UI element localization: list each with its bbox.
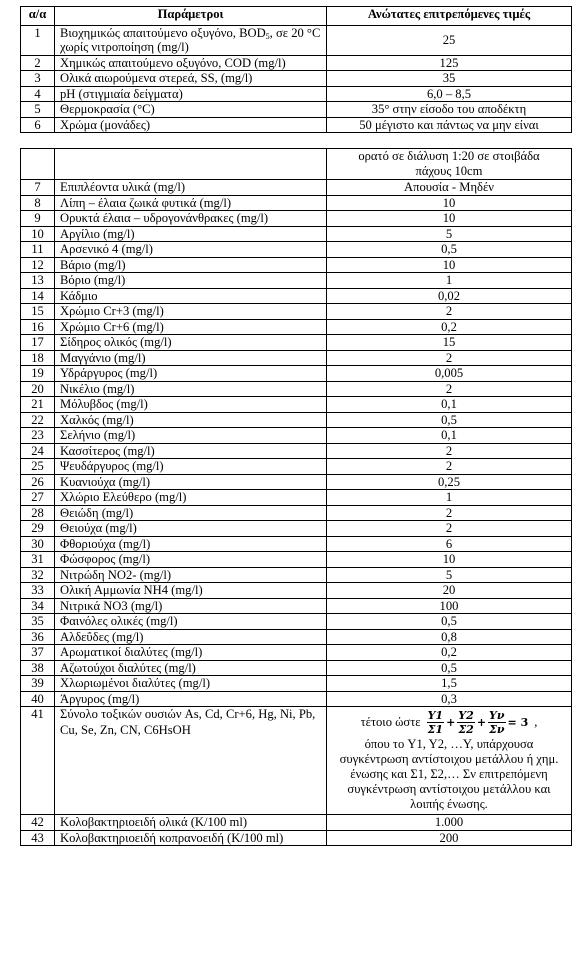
table-row: [21, 614, 572, 630]
row-param: Σελήνιο (mg/l): [55, 428, 327, 444]
row-param: Νιτρώδη NO2- (mg/l): [55, 567, 327, 583]
table-row: [21, 459, 572, 475]
row-value-formula: [327, 707, 572, 815]
row-param: Χρώμα (μονάδες): [55, 117, 327, 132]
row-no: 31: [21, 552, 55, 568]
row-no: 5: [21, 102, 55, 117]
row-no: 39: [21, 676, 55, 692]
row-no: 40: [21, 691, 55, 707]
row-value: 200: [327, 830, 572, 846]
row-value: Απουσία - Μηδέν: [327, 180, 572, 196]
row-value: 2: [327, 304, 572, 320]
table-row: [21, 257, 572, 273]
header-value: Ανώτατες επιτρεπόμενες τιμές: [327, 7, 572, 26]
sum-formula: [427, 709, 529, 736]
formula-prefix: τέτοιο ώστε: [360, 715, 421, 730]
denominator: Σν: [489, 723, 505, 737]
table-row: [21, 629, 572, 645]
row-value: 0,3: [327, 691, 572, 707]
equals-three: = 3: [507, 716, 529, 730]
numerator: Y2: [458, 709, 474, 723]
row-no: 14: [21, 288, 55, 304]
row-param: Σίδηρος ολικός (mg/l): [55, 335, 327, 351]
row-param: Θερμοκρασία (°C): [55, 102, 327, 117]
table-row: [21, 815, 572, 831]
row-value: 2: [327, 350, 572, 366]
row-value: 1,5: [327, 676, 572, 692]
table-row: [21, 428, 572, 444]
row-param: Ολική Αμμωνία NH4 (mg/l): [55, 583, 327, 599]
row-param: Χημικώς απαιτούμενο οξυγόνο, COD (mg/l): [55, 55, 327, 70]
row-no: 8: [21, 195, 55, 211]
row-param: Νιτρικά NO3 (mg/l): [55, 598, 327, 614]
row-value: 10: [327, 257, 572, 273]
param-text: Βιοχημικώς απαιτούμενο οξυγόνο, BOD: [60, 26, 266, 40]
row-param: Ψευδάργυρος (mg/l): [55, 459, 327, 475]
row-param: Θειώδη (mg/l): [55, 505, 327, 521]
row-param: Κολοβακτηριοειδή κοπρανοειδή (K/100 ml): [55, 830, 327, 846]
row-value: 2: [327, 381, 572, 397]
row-param: Μόλυβδος (mg/l): [55, 397, 327, 413]
table-row: [21, 381, 572, 397]
table-row: [21, 71, 572, 86]
row-param: Ορυκτά έλαια – υδρογονάνθρακες (mg/l): [55, 211, 327, 227]
row-value: 6,0 – 8,5: [327, 86, 572, 101]
row-param: Βάριο (mg/l): [55, 257, 327, 273]
table-row: [21, 474, 572, 490]
row-no: 26: [21, 474, 55, 490]
table-row: [21, 660, 572, 676]
row-value: 20: [327, 583, 572, 599]
row-param: Κολοβακτηριοειδή ολικά (K/100 ml): [55, 815, 327, 831]
table-row: [21, 55, 572, 70]
table-row: [21, 676, 572, 692]
row-no: 24: [21, 443, 55, 459]
table-row-41: [21, 707, 572, 815]
row-param: Ολικά αιωρούμενα στερεά, SS, (mg/l): [55, 71, 327, 86]
table-row: [21, 645, 572, 661]
fraction-3: [488, 709, 506, 736]
row-value: 1: [327, 490, 572, 506]
row-param: Φαινόλες ολικές (mg/l): [55, 614, 327, 630]
row-value: 125: [327, 55, 572, 70]
row-no: 35: [21, 614, 55, 630]
row-param: Βόριο (mg/l): [55, 273, 327, 289]
row-value: 5: [327, 226, 572, 242]
table-row: [21, 335, 572, 351]
row-param: Αλδεΰδες (mg/l): [55, 629, 327, 645]
row-value: 2: [327, 521, 572, 537]
row-param: Κάδμιο: [55, 288, 327, 304]
plus-sign: +: [476, 716, 487, 730]
row-no: 32: [21, 567, 55, 583]
row-param: Αρσενικό 4 (mg/l): [55, 242, 327, 258]
row-value: 0,25: [327, 474, 572, 490]
row-value: 15: [327, 335, 572, 351]
table-row: [21, 583, 572, 599]
row-value: 0,1: [327, 428, 572, 444]
row-no: 42: [21, 815, 55, 831]
row-param: Φθοριούχα (mg/l): [55, 536, 327, 552]
row-value: 0,5: [327, 242, 572, 258]
continuation-value: ορατό σε διάλυση 1:20 σε στοιβάδα πάχους 10cm: [327, 149, 572, 180]
row-no: 9: [21, 211, 55, 227]
row-param: Λίπη – έλαια ζωικά φυτικά (mg/l): [55, 195, 327, 211]
row-param: Χλώριο Ελεύθερο (mg/l): [55, 490, 327, 506]
parameters-table-part2: [20, 148, 572, 846]
row-no: 11: [21, 242, 55, 258]
row-no: 36: [21, 629, 55, 645]
param-text: , σε 20 °C χωρίς νιτροποίηση (mg/l): [60, 26, 321, 55]
row-value: 0,2: [327, 645, 572, 661]
row-no: 29: [21, 521, 55, 537]
row-value: 25: [327, 26, 572, 56]
continuation-no: [21, 149, 55, 180]
table-row: [21, 242, 572, 258]
row-param: pH (στιγμιαία δείγματα): [55, 86, 327, 101]
row-value: 10: [327, 552, 572, 568]
row-no: 34: [21, 598, 55, 614]
fraction-1: [427, 709, 445, 736]
row-no: 13: [21, 273, 55, 289]
header-no: α/α: [21, 7, 55, 26]
row-value: 0,8: [327, 629, 572, 645]
row-no: 15: [21, 304, 55, 320]
table-row: [21, 226, 572, 242]
row-no: 22: [21, 412, 55, 428]
table-row: [21, 180, 572, 196]
row-no: 43: [21, 830, 55, 846]
table-row: [21, 211, 572, 227]
table-row: [21, 102, 572, 117]
table-row: [21, 691, 572, 707]
row-param: Χρώμιο Cr+3 (mg/l): [55, 304, 327, 320]
row-param: Αρωματικοί διαλύτες (mg/l): [55, 645, 327, 661]
table-row: [21, 552, 572, 568]
continuation-row: [21, 149, 572, 180]
row-value: 1.000: [327, 815, 572, 831]
parameters-table-part1: [20, 6, 572, 133]
row-param: Αζωτούχοι διαλύτες (mg/l): [55, 660, 327, 676]
row-param: Υδράργυρος (mg/l): [55, 366, 327, 382]
table-row: [21, 490, 572, 506]
row-no: 30: [21, 536, 55, 552]
table-row: [21, 505, 572, 521]
row-param: Κυανιούχα (mg/l): [55, 474, 327, 490]
row-no: 20: [21, 381, 55, 397]
formula-line: [333, 709, 565, 736]
row-param: Χλωριωμένοι διαλύτες (mg/l): [55, 676, 327, 692]
row-value: 2: [327, 505, 572, 521]
table-row: [21, 412, 572, 428]
rows-body: [21, 180, 572, 707]
table-row: [21, 598, 572, 614]
row-param: Θειούχα (mg/l): [55, 521, 327, 537]
continuation-param: [55, 149, 327, 180]
row-no: 41: [21, 707, 55, 815]
row-param: Χαλκός (mg/l): [55, 412, 327, 428]
numerator: Yν: [489, 709, 505, 723]
numerator: Y1: [427, 709, 444, 723]
row-value: 35° στην είσοδο του αποδέκτη: [327, 102, 572, 117]
row-value: 0,1: [327, 397, 572, 413]
row-value: 0,5: [327, 660, 572, 676]
row-no: 16: [21, 319, 55, 335]
row-value: 10: [327, 195, 572, 211]
row-param: Νικέλιο (mg/l): [55, 381, 327, 397]
row-no: 1: [21, 26, 55, 56]
formula-comma: ,: [534, 715, 538, 730]
row-no: 7: [21, 180, 55, 196]
row-param: Χρώμιο Cr+6 (mg/l): [55, 319, 327, 335]
table-row: [21, 304, 572, 320]
row-value: 0,5: [327, 412, 572, 428]
table-row: [21, 536, 572, 552]
row-value: 5: [327, 567, 572, 583]
table-row: [21, 319, 572, 335]
table-row: [21, 521, 572, 537]
row-no: 28: [21, 505, 55, 521]
row-no: 27: [21, 490, 55, 506]
row-no: 10: [21, 226, 55, 242]
table-row: [21, 26, 572, 56]
plus-sign: +: [446, 716, 456, 730]
row-value: 2: [327, 443, 572, 459]
row-no: 12: [21, 257, 55, 273]
row-no: 18: [21, 350, 55, 366]
table-row: [21, 443, 572, 459]
table-row: [21, 86, 572, 101]
row-value: 1: [327, 273, 572, 289]
row-param: [55, 26, 327, 56]
table-row: [21, 288, 572, 304]
table-row: [21, 366, 572, 382]
row-param: Φώσφορος (mg/l): [55, 552, 327, 568]
row-no: 37: [21, 645, 55, 661]
row-no: 23: [21, 428, 55, 444]
row-value: 6: [327, 536, 572, 552]
row-param: Αργίλιο (mg/l): [55, 226, 327, 242]
param-subscript: 5: [265, 32, 270, 41]
row-no: 25: [21, 459, 55, 475]
header-row: [21, 7, 572, 26]
row-value: 0,5: [327, 614, 572, 630]
table-row: [21, 195, 572, 211]
row-param: Σύνολο τοξικών ουσιών As, Cd, Cr+6, Hg, Ni, Pb, Cu, Se, Zn, CN, C6HsOH: [55, 707, 327, 815]
row-value: 50 μέγιστο και πάντως να μην είναι: [327, 117, 572, 132]
row-value: 2: [327, 459, 572, 475]
formula-note: όπου το Y1, Y2, …Y, υπάρχουσα συγκέντρωση αντίστοιχου μετάλλου ή χημ. ένωσης και Σ1, Σ2,… Σν επιτρεπόμενη συγκέντρωση αντίστοιχου μετάλλου και λοιπής ένωσης.: [339, 736, 559, 812]
row-no: 6: [21, 117, 55, 132]
row-no: 2: [21, 55, 55, 70]
denominator: Σ1: [427, 723, 444, 737]
row-no: 4: [21, 86, 55, 101]
table-row: [21, 830, 572, 846]
table-row: [21, 273, 572, 289]
table-row: [21, 397, 572, 413]
table-row: [21, 567, 572, 583]
row-param: Άργυρος (mg/l): [55, 691, 327, 707]
row-no: 38: [21, 660, 55, 676]
row-no: 33: [21, 583, 55, 599]
denominator: Σ2: [458, 723, 474, 737]
header-param: Παράμετροι: [55, 7, 327, 26]
row-no: 19: [21, 366, 55, 382]
table-row: [21, 117, 572, 132]
row-param: Επιπλέοντα υλικά (mg/l): [55, 180, 327, 196]
table-row: [21, 350, 572, 366]
row-no: 3: [21, 71, 55, 86]
row-value: 0,02: [327, 288, 572, 304]
row-value: 100: [327, 598, 572, 614]
row-value: 35: [327, 71, 572, 86]
row-no: 21: [21, 397, 55, 413]
row-no: 17: [21, 335, 55, 351]
row-value: 0,2: [327, 319, 572, 335]
fraction-2: [457, 709, 475, 736]
row-value: 10: [327, 211, 572, 227]
row-param: Μαγγάνιο (mg/l): [55, 350, 327, 366]
row-value: 0,005: [327, 366, 572, 382]
row-param: Κασσίτερος (mg/l): [55, 443, 327, 459]
